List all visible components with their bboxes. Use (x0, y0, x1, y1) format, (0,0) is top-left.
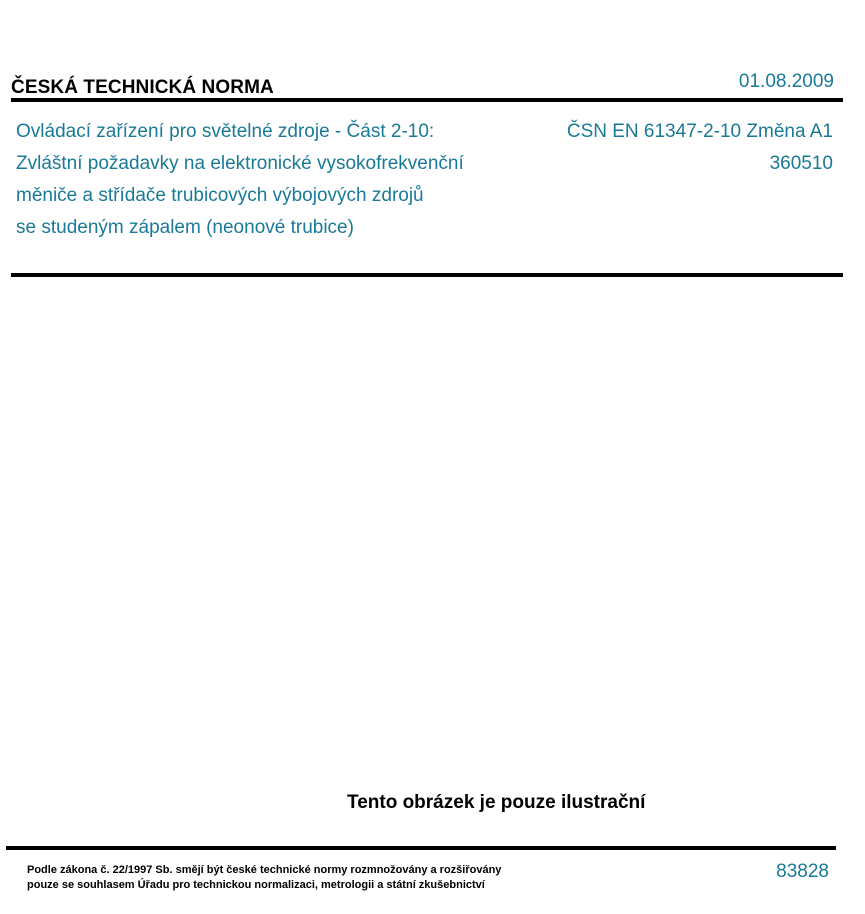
publication-date: 01.08.2009 (738, 71, 834, 92)
header-divider (11, 98, 843, 102)
legal-line: pouze se souhlasem Úřadu pro technickou normalizaci, metrologii a státní zkušebnictví (27, 879, 485, 891)
title-line: Ovládací zařízení pro světelné zdroje - Část 2-10: (16, 121, 435, 142)
illustration-note: Tento obrázek je pouze ilustrační (347, 792, 646, 813)
standard-title (16, 116, 536, 244)
legal-line: Podle zákona č. 22/1997 Sb. smějí být české technické normy rozmnožovány a rozšiřovány (27, 864, 502, 876)
document-number: 83828 (776, 861, 829, 882)
document-header (11, 70, 834, 98)
title-line: Zvláštní požadavky na elektronické vysokofrekvenční (16, 153, 464, 174)
class-number: 360510 (769, 153, 833, 174)
standard-identification (567, 116, 833, 180)
norm-label: ČESKÁ TECHNICKÁ NORMA (11, 77, 274, 98)
title-line: se studeným zápalem (neonové trubice) (16, 217, 354, 238)
standard-code: ČSN EN 61347-2-10 Změna A1 (566, 121, 833, 142)
title-line: měniče a střídače trubicových výbojových zdrojů (16, 185, 424, 206)
legal-notice (27, 863, 501, 893)
title-divider (11, 273, 843, 277)
footer-divider (6, 846, 836, 850)
